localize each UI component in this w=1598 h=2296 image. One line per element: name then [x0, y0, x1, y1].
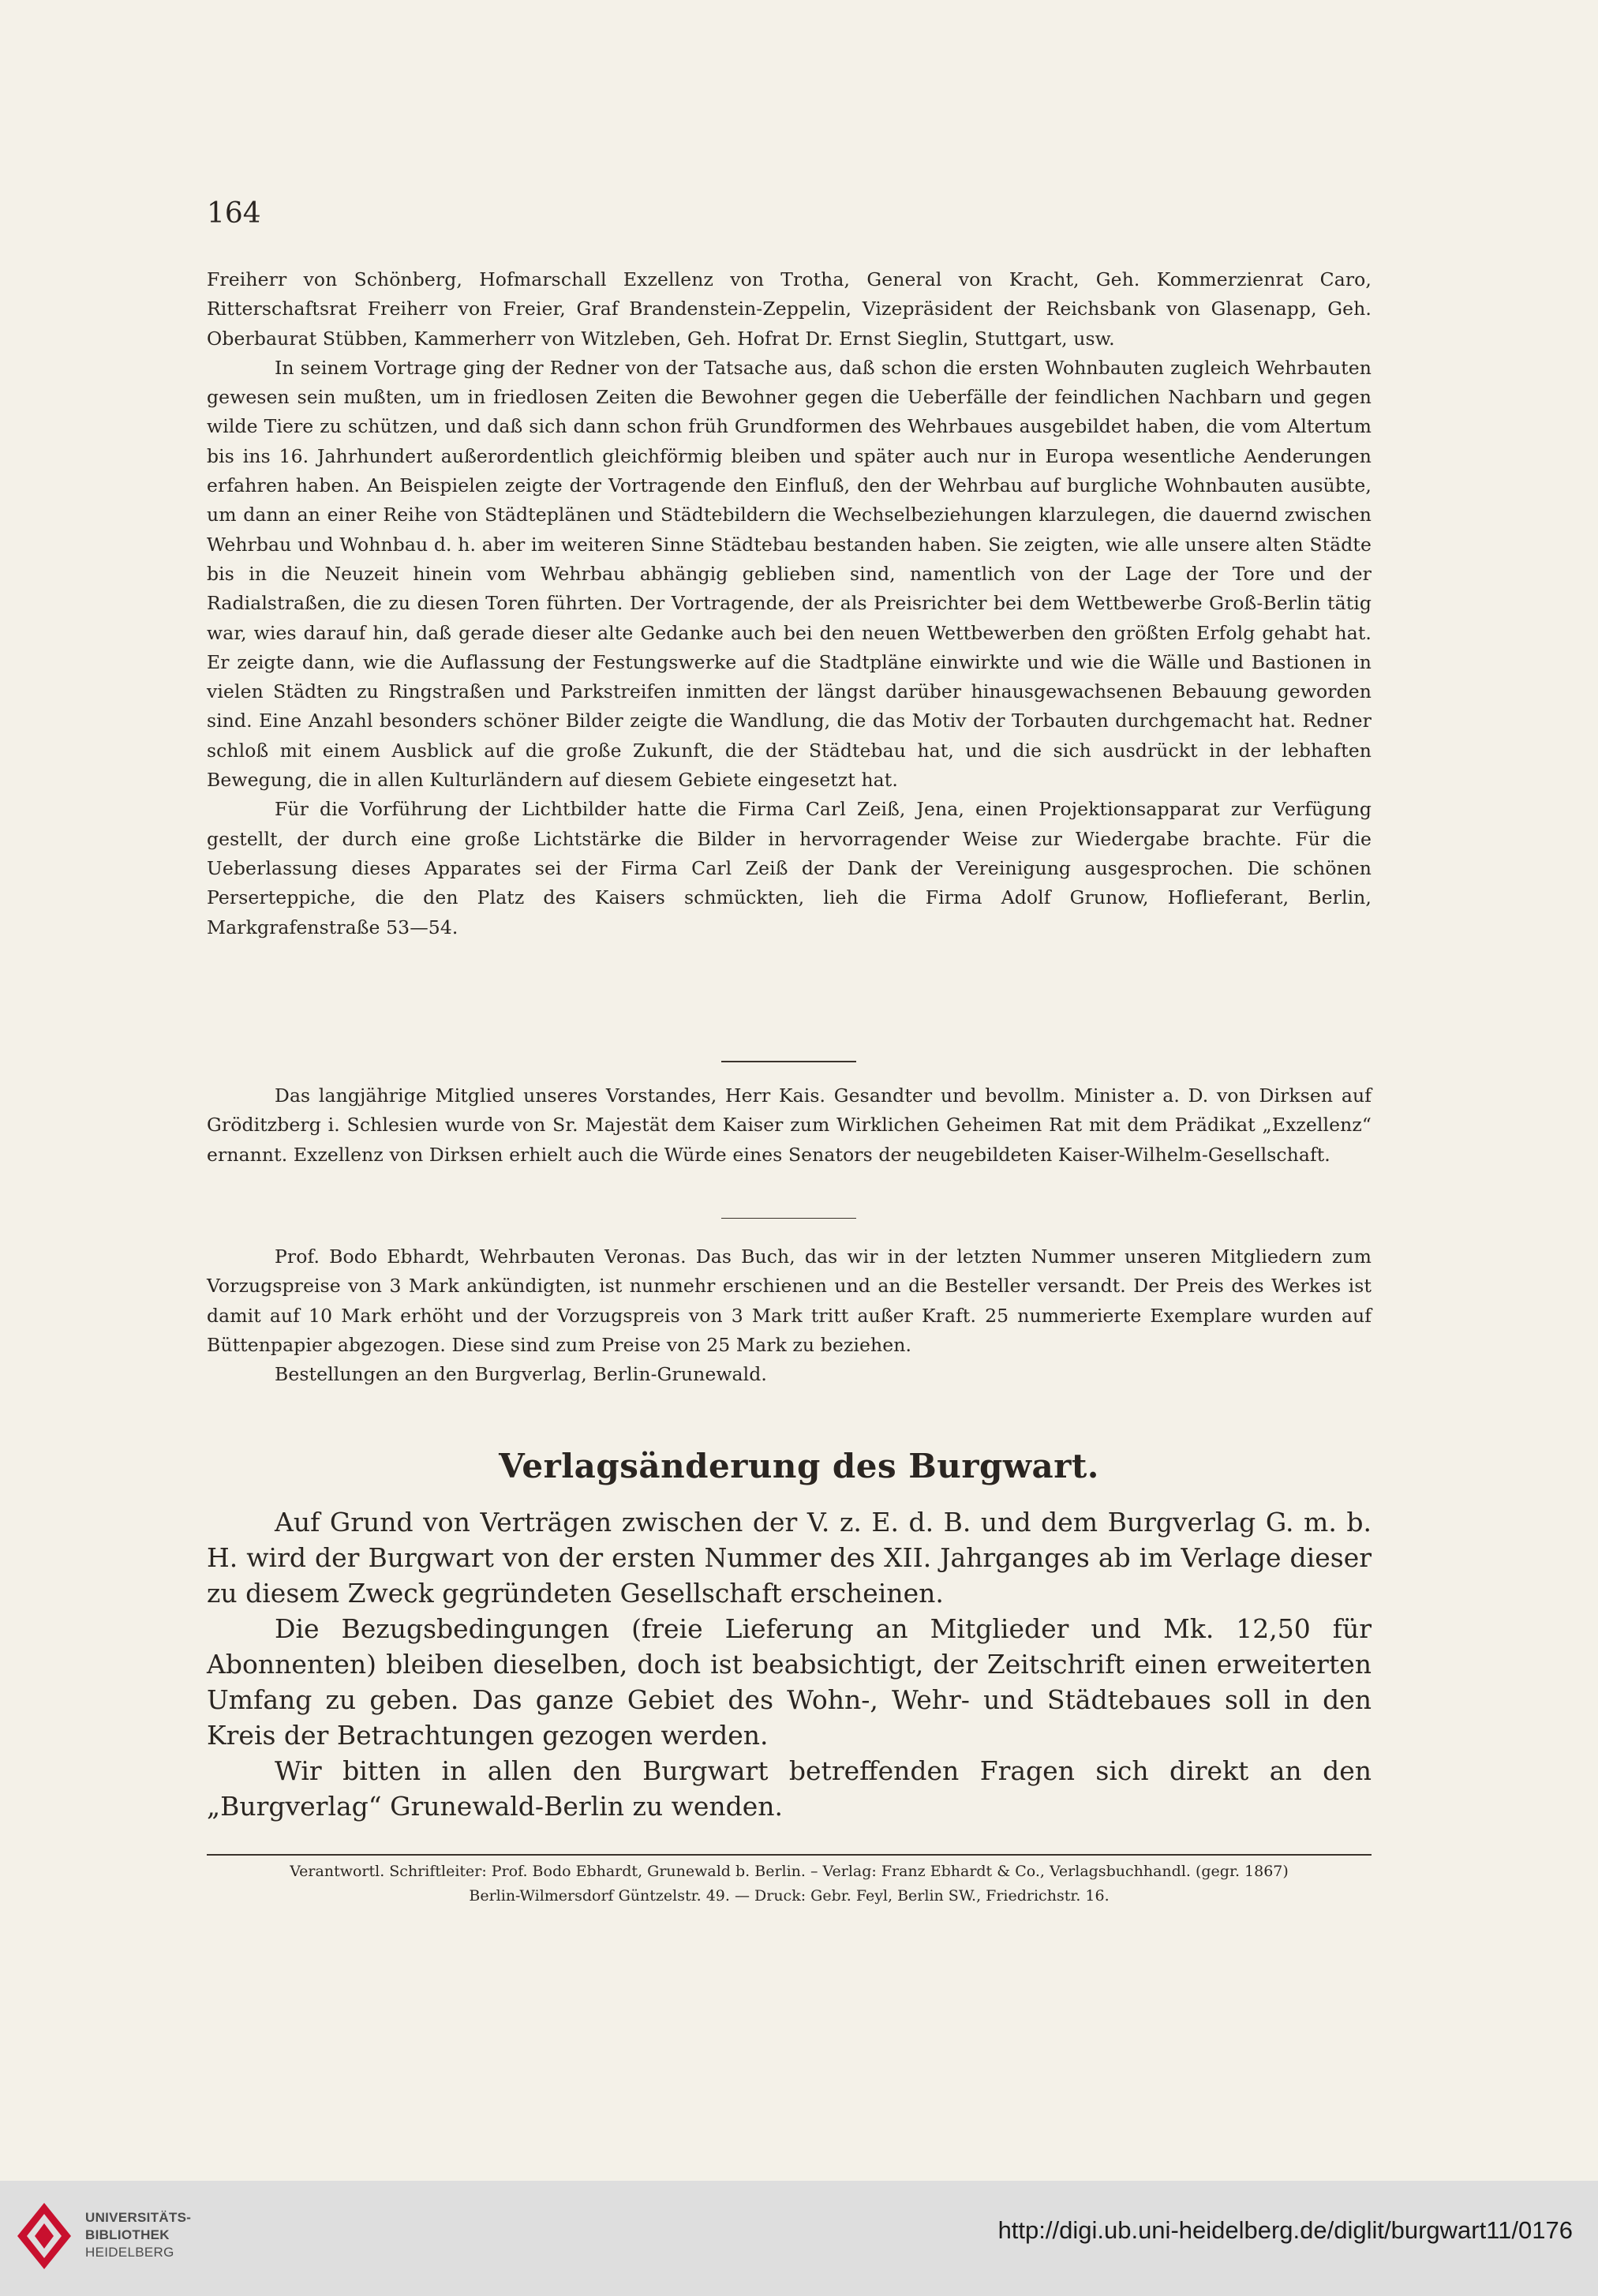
permalink-url[interactable]: http://digi.ub.uni-heidelberg.de/diglit/burgwart11/0176: [997, 2216, 1573, 2244]
section-divider: [721, 1061, 856, 1062]
imprint-line: Verantwortl. Schriftleiter: Prof. Bodo Ebhardt, Grunewald b. Berlin. – Verlag: Franz Ebhardt & Co., Verlagsbuchhandl. (gegr. 1867): [290, 1863, 1289, 1880]
library-name: UNIVERSITÄTS- BIBLIOTHEK HEIDELBERG: [85, 2210, 192, 2260]
member-news-section: [207, 1081, 1372, 1170]
imprint: [207, 1860, 1372, 1908]
page-number: 164: [207, 197, 261, 230]
footer-rule: [207, 1854, 1372, 1856]
subscription-paragraph: Die Bezugsbedingungen (freie Lieferung an Mitglieder und Mk. 12,50 für Abonnenten) bleiben dieselben, doch ist beabsichtigt, der Zeitschrift einen erweiterten Umfang zu geben. Das ganze Gebiet des Wohn-, Wehr- und Städtebaues soll in den Kreis der Betrachtungen gezogen werden.: [207, 1613, 1372, 1751]
attendee-list: Freiherr von Schönberg, Hofmarschall Exzellenz von Trotha, General von Kracht, Geh. Kommerzienrat Caro, Ritterschaftsrat Freiherr von Freier, Graf Brandenstein-Zeppelin, Vizepräsident der Reichsbank von Glasenapp, Geh. Oberbaurat Stübben, Kammerherr von Witzleben, Geh. Hofrat Dr. Ernst Sieglin, Stuttgart, usw.: [207, 268, 1372, 350]
publisher-change-section: [207, 1504, 1372, 1824]
book-notice-section: [207, 1242, 1372, 1389]
imprint-line: Berlin-Wilmersdorf Güntzelstr. 49. — Druck: Gebr. Feyl, Berlin SW., Friedrichstr. 16.: [469, 1887, 1110, 1905]
library-logo[interactable]: [16, 2198, 215, 2277]
publisher-change-paragraph: Auf Grund von Verträgen zwischen der V. z. E. d. B. und dem Burgverlag G. m. b. H. wird der Burgwart von der ersten Nummer des XII. Jahrganges ab im Verlage dieser zu diesem Zweck gegründeten Gesellschaft erscheinen.: [207, 1507, 1372, 1609]
section-divider: [721, 1218, 856, 1219]
book-notice-paragraph: Prof. Bodo Ebhardt, Wehrbauten Veronas. Das Buch, das wir in der letzten Nummer unseren Mitgliedern zum Vorzugspreise von 3 Mark ankündigten, ist nunmehr erschienen und an die Besteller versandt. Der Preis des Werkes ist damit auf 10 Mark erhöht und der Vorzugspreis von 3 Mark tritt außer Kraft. 25 nummerierte Exemplare wurden auf Büttenpapier abgezogen. Diese sind zum Preise von 25 Mark zu beziehen.: [207, 1245, 1372, 1356]
section-heading: Verlagsänderung des Burgwart.: [499, 1447, 1099, 1485]
member-news-paragraph: Das langjährige Mitglied unseres Vorstandes, Herr Kais. Gesandter und bevollm. Minister a. D. von Dirksen auf Gröditzberg i. Schlesien wurde von Sr. Majestät dem Kaiser zum Wirklichen Geheimen Rat mit dem Prädikat „Exzellenz“ ernannt. Exzellenz von Dirksen erhielt auch die Würde eines Senators der neugebildeten Kaiser-Wilhelm-Gesellschaft.: [207, 1084, 1372, 1166]
contact-paragraph: Wir bitten in allen den Burgwart betreffenden Fragen sich direkt an den „Burgverlag“ Grunewald-Berlin zu wenden.: [207, 1755, 1372, 1822]
library-emblem-icon: [16, 2201, 73, 2271]
lecture-summary: In seinem Vortrage ging der Redner von der Tatsache aus, daß schon die ersten Wohnbauten zugleich Wehrbauten gewesen sein mußten, um in friedlosen Zeiten die Bewohner gegen die Ueberfälle der feindlichen Nachbarn und gegen wilde Tiere zu schützen, und daß sich dann schon früh Grundformen des Wehrbaues ausgebildet haben, die vom Altertum bis ins 16. Jahrhundert außerordentlich gleichförmig bleiben und später auch nur in Europa wesentliche Aenderungen erfahren haben. An Beispielen zeigte der Vortragende den Einfluß, den der Wehrbau auf burgliche Wohnbauten ausübte, um dann an einer Reihe von Städteplänen und Städtebildern die Wechselbeziehungen klarzulegen, die dauernd zwischen Wehrbau und Wohnbau d. h. aber im weiteren Sinne Städtebau bestanden haben. Sie zeigten, wie alle unsere alten Städte bis in die Neuzeit hinein vom Wehrbau abhängig geblieben sind, namentlich von der Lage der Tore und der Radialstraßen, die zu diesen Toren führten. Der Vortragende, der als Preisrichter bei dem Wettbewerbe Groß-Berlin tätig war, wies darauf hin, daß gerade dieser alte Gedanke auch bei den neuen Wettbewerben den größten Erfolg gehabt hat. Er zeigte dann, wie die Auflassung der Festungswerke auf die Stadtpläne einwirkte und wie die Wälle und Bastionen in vielen Städten zu Ringstraßen und Parkstreifen inmitten der längst darüber hinausgewachsenen Bebauung geworden sind. Eine Anzahl besonders schöner Bilder zeigte die Wandlung, die das Motiv der Torbauten durchgemacht hat. Redner schloß mit einem Ausblick auf die große Zukunft, die der Städtebau hat, und die sich ausdrückt in der lebhaften Bewegung, die in allen Kulturländern auf diesem Gebiete eingesetzt hat.: [207, 356, 1372, 792]
report-section: [207, 265, 1372, 942]
acknowledgement-paragraph: Für die Vorführung der Lichtbilder hatte die Firma Carl Zeiß, Jena, einen Projektionsapparat zur Verfügung gestellt, der durch eine große Lichtstärke die Bilder in hervorragender Weise zur Wiedergabe brachte. Für die Ueberlassung dieses Apparates sei der Firma Carl Zeiß der Dank der Vereinigung ausgesprochen. Die schönen Perserteppiche, die den Platz des Kaisers schmückten, lieh die Firma Adolf Grunow, Hoflieferant, Berlin, Markgrafenstraße 53—54.: [207, 798, 1372, 938]
order-address: Bestellungen an den Burgverlag, Berlin-Grunewald.: [275, 1363, 767, 1386]
